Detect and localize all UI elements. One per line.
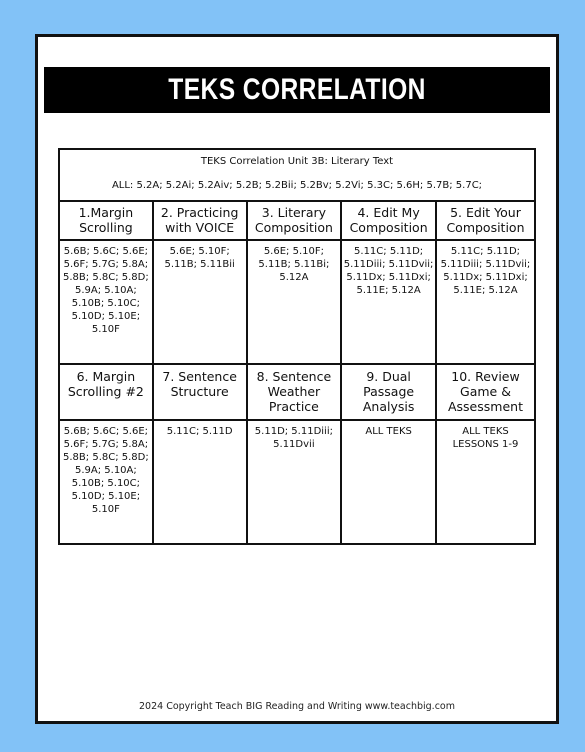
unit-title: TEKS Correlation Unit 3B: Literary Text <box>200 156 394 167</box>
lesson-teks: 5.6E; 5.10F; 5.11B; 5.11Bi; 5.12A <box>247 240 342 364</box>
lesson-title: 2. Practicing with VOICE <box>153 201 247 240</box>
all-teks: ALL: 5.2A; 5.2Ai; 5.2Aiv; 5.2B; 5.2Bii; 5.2Bv; 5.2Vi; 5.3C; 5.6H; 5.7B; 5.7C; <box>111 180 483 191</box>
lesson-teks: 5.6E; 5.10F; 5.11B; 5.11Bii <box>153 240 247 364</box>
lesson-teks: 5.11D; 5.11Diii; 5.11Dvii <box>247 420 342 544</box>
lesson-title: 7. Sentence Structure <box>153 364 247 420</box>
lesson-teks: 5.11C; 5.11D <box>153 420 247 544</box>
table-header-cell <box>59 149 535 201</box>
lesson-title: 1.Margin Scrolling <box>59 201 153 240</box>
lesson-teks: ALL TEKS LESSONS 1-9 <box>436 420 535 544</box>
teks-correlation-table <box>58 148 536 545</box>
page-title-text: TEKS CORRELATION <box>168 73 426 106</box>
lesson-teks: 5.6B; 5.6C; 5.6E; 5.6F; 5.7G; 5.8A; 5.8B; 5.8C; 5.8D; 5.9A; 5.10A; 5.10B; 5.10C; 5.10D; 5.10E; 5.10F <box>59 420 153 544</box>
lesson-title: 4. Edit My Composition <box>341 201 436 240</box>
lesson-teks: 5.6B; 5.6C; 5.6E; 5.6F; 5.7G; 5.8A; 5.8B; 5.8C; 5.8D; 5.9A; 5.10A; 5.10B; 5.10C; 5.10D; 5.10E; 5.10F <box>59 240 153 364</box>
lesson-title: 8. Sentence Weather Practice <box>247 364 342 420</box>
copyright-footer: 2024 Copyright Teach BIG Reading and Writing www.teachbig.com <box>139 701 455 712</box>
lesson-title: 9. Dual Passage Analysis <box>341 364 436 420</box>
page-title <box>44 67 550 113</box>
document-page <box>35 34 559 724</box>
lesson-title: 6. Margin Scrolling #2 <box>59 364 153 420</box>
lesson-title: 5. Edit Your Composition <box>436 201 535 240</box>
lesson-title: 3. Literary Composition <box>247 201 342 240</box>
lesson-teks: 5.11C; 5.11D; 5.11Diii; 5.11Dvii; 5.11Dx; 5.11Dxi; 5.11E; 5.12A <box>436 240 535 364</box>
lesson-teks: 5.11C; 5.11D; 5.11Diii; 5.11Dvii; 5.11Dx; 5.11Dxi; 5.11E; 5.12A <box>341 240 436 364</box>
lesson-teks: ALL TEKS <box>341 420 436 544</box>
lesson-title: 10. Review Game & Assessment <box>436 364 535 420</box>
